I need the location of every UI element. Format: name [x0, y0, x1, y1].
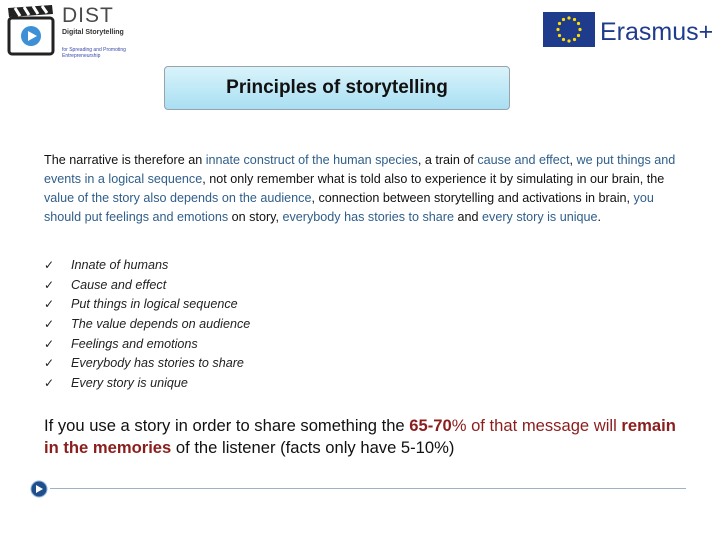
- footer-divider: [50, 488, 686, 489]
- para-text-2: , a train of: [417, 153, 478, 167]
- dist-title: DIST: [62, 4, 114, 27]
- list-item: [44, 255, 250, 275]
- conclusion-percent: 65-70: [409, 416, 452, 435]
- para-text-6: on story,: [228, 210, 283, 224]
- erasmus-logo: [543, 12, 713, 50]
- para-text-3: ,: [569, 153, 577, 167]
- eu-flag-icon: [543, 12, 595, 47]
- para-highlight-5: you should put feelings and emotions: [44, 191, 654, 224]
- list-item: [44, 334, 250, 354]
- clapperboard-icon: [6, 4, 56, 56]
- para-text-4: , not only remember what is told also to experience it by simulating in our brain, the: [202, 172, 665, 186]
- para-highlight-6: everybody has stories to share: [282, 210, 455, 224]
- title-box: [164, 66, 510, 110]
- dist-subtitle: Digital Storytelling: [62, 29, 124, 36]
- list-item-label: Innate of humans: [71, 257, 169, 272]
- list-item: [44, 353, 250, 373]
- para-highlight-3: we put things and events in a logical sequence: [44, 153, 676, 186]
- list-item-label: Everybody has stories to share: [71, 356, 244, 371]
- list-item: [44, 275, 250, 295]
- conclusion-text: [44, 415, 694, 459]
- conclusion-part-3: % of that message will: [451, 416, 622, 435]
- para-highlight-2: cause and effect: [477, 153, 570, 167]
- conclusion-part-1: If you use a story in order to share something the: [44, 416, 410, 435]
- checkmark-icon: ✓: [44, 316, 55, 331]
- list-item-label: Feelings and emotions: [71, 336, 198, 351]
- checkmark-icon: ✓: [44, 297, 55, 312]
- list-item-label: Every story is unique: [71, 375, 188, 390]
- para-highlight-4: value of the story also depends on the audience: [44, 191, 312, 205]
- para-text-5: , connection between storytelling and activations in brain,: [311, 191, 634, 205]
- para-text-1: The narrative is therefore an: [44, 153, 206, 167]
- principles-list: [44, 255, 250, 393]
- para-highlight-1: innate construct of the human species: [205, 153, 418, 167]
- dist-tagline: for Spreading and Promoting Entrepreneurship: [62, 47, 126, 59]
- next-slide-icon[interactable]: [30, 480, 48, 498]
- checkmark-icon: ✓: [44, 375, 55, 390]
- list-item: [44, 314, 250, 334]
- para-text-8: .: [597, 210, 602, 224]
- conclusion-emphasis: remain in the memories: [44, 416, 676, 457]
- list-item: [44, 294, 250, 314]
- checkmark-icon: ✓: [44, 336, 55, 351]
- list-item: [44, 373, 250, 393]
- list-item-label: Put things in logical sequence: [71, 297, 238, 312]
- checkmark-icon: ✓: [44, 257, 55, 272]
- para-text-7: and: [454, 210, 483, 224]
- list-item-label: The value depends on audience: [71, 316, 251, 331]
- conclusion-part-5: of the listener (facts only have 5-10%): [171, 438, 455, 457]
- erasmus-wordmark: Erasmus+: [600, 18, 714, 46]
- dist-logo: [6, 4, 136, 60]
- narrative-paragraph: [44, 151, 684, 227]
- checkmark-icon: ✓: [44, 356, 55, 371]
- checkmark-icon: ✓: [44, 277, 55, 292]
- para-highlight-7: every story is unique: [482, 210, 598, 224]
- list-item-label: Cause and effect: [71, 277, 167, 292]
- page-title: Principles of storytelling: [226, 77, 448, 98]
